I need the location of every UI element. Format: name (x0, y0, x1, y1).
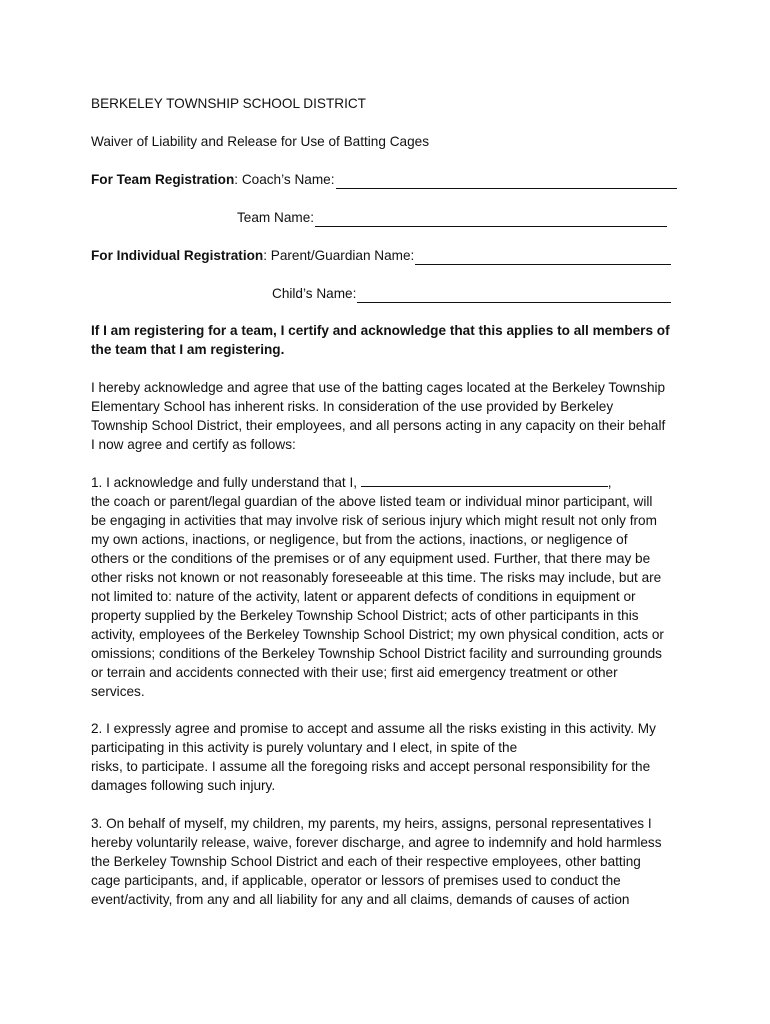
team-name-label: Team Name: (237, 210, 315, 225)
team-name-field[interactable] (315, 212, 667, 227)
clause-1-line: not limited to: nature of the activity, latent or apparent defects of conditions in equipment or (91, 589, 636, 604)
form-title: Waiver of Liability and Release for Use of Batting Cages (91, 134, 429, 149)
clause-1-line: omissions; conditions of the Berkeley Township School District facility and surrounding grounds (91, 646, 662, 661)
clause-1-lead: 1. I acknowledge and fully understand that I, (91, 475, 361, 490)
clause-3-line: the Berkeley Township School District and each of their respective employees, other batting (91, 854, 641, 869)
child-name-label: Child’s Name: (272, 286, 357, 301)
clause-1-line: my own actions, inactions, or negligence, but from the actions, inactions, or negligence of (91, 532, 628, 547)
clause-2-line: damages following such injury. (91, 778, 276, 793)
parent-name-field[interactable] (415, 250, 671, 265)
intro-line: I now agree and certify as follows: (91, 437, 296, 452)
individual-registration-colon: : (263, 248, 267, 263)
individual-registration-label: For Individual Registration (91, 248, 264, 263)
clause-1-line: the coach or parent/legal guardian of the above listed team or individual minor participant, will (91, 494, 653, 509)
clause-1-line: or terrain and accidents connected with their use; first aid emergency treatment or other (91, 665, 618, 680)
coach-name-row (91, 170, 677, 189)
acknowledger-name-field[interactable] (361, 473, 608, 487)
clause-1-line: other risks not known or not reasonably foreseeable at this time. The risks may include, but are (91, 570, 662, 585)
coach-name-label: Coach’s Name: (241, 172, 335, 187)
clause-1-line: services. (91, 684, 145, 699)
clause-1-comma: , (607, 475, 612, 490)
clause-3-line: event/activity, from any and all liability for any and all claims, demands of causes of action (91, 892, 630, 907)
child-name-row (272, 284, 671, 303)
intro-line: Township School District, their employees, and all persons acting in any capacity on their behalf (91, 418, 666, 433)
clause-1-line: activity, employees of the Berkeley Township School District; my own physical condition, acts or (91, 627, 664, 642)
clause-3-line: 3. On behalf of myself, my children, my parents, my heirs, assigns, personal representatives I (91, 816, 652, 831)
team-name-row (237, 208, 667, 227)
district-name: BERKELEY TOWNSHIP SCHOOL DISTRICT (91, 96, 366, 111)
clause-1-line: property supplied by the Berkeley Township School District; acts of other participants in this (91, 608, 639, 623)
intro-paragraph (91, 378, 683, 454)
team-certification: If I am registering for a team, I certify and acknowledge that this applies to all members of the team that I am registering. (91, 323, 670, 357)
clause-2-line: risks, to participate. I assume all the foregoing risks and accept personal responsibility for the (91, 759, 651, 774)
team-registration-colon: : (234, 172, 239, 187)
clause-3-line: cage participants, and, if applicable, operator or lessors of premises used to conduct the (91, 873, 621, 888)
clause-3-line: hereby voluntarily release, waive, forever discharge, and agree to indemnify and hold harmless (91, 835, 662, 850)
intro-line: Elementary School has inherent risks. In consideration of the use provided by Berkeley (91, 399, 614, 414)
clause-2 (91, 719, 683, 795)
clause-2-line: 2. I expressly agree and promise to accept and assume all the risks existing in this activity. My (91, 721, 656, 736)
parent-name-label: Parent/Guardian Name: (270, 248, 415, 263)
child-name-field[interactable] (357, 288, 671, 303)
clause-2-line: participating in this activity is purely voluntary and I elect, in spite of the (91, 740, 518, 755)
parent-name-row (91, 246, 671, 265)
team-registration-label: For Team Registration (91, 172, 235, 187)
coach-name-field[interactable] (336, 174, 677, 189)
clause-1-first-line (91, 473, 683, 492)
clause-1-line: be engaging in activities that may involve risk of serious injury which might result not only from (91, 513, 657, 528)
clause-1-line: others or the conditions of the premises or of any equipment used. Further, that there may be (91, 551, 651, 566)
clause-1 (91, 473, 683, 701)
intro-line: I hereby acknowledge and agree that use of the batting cages located at the Berkeley Township (91, 380, 666, 395)
clause-3 (91, 814, 683, 909)
